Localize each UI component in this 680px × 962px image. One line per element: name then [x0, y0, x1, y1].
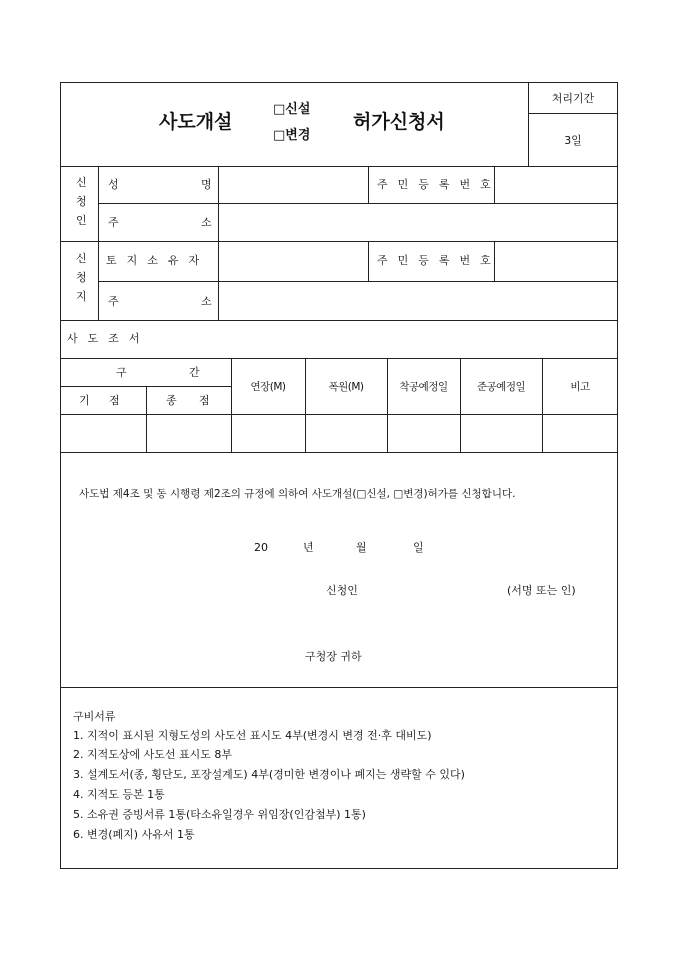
applicant-group-3: 인	[76, 214, 87, 227]
processing-period-label: 처리기간	[551, 92, 595, 105]
applicant-sign-label: 신청인	[326, 584, 358, 597]
name-label-2: 명	[201, 178, 212, 191]
th-end-1: 종	[166, 394, 177, 407]
address-label-1: 주	[108, 216, 119, 229]
option-change-checkbox[interactable]: □변경	[273, 128, 311, 143]
length-field[interactable]	[232, 415, 305, 452]
applicant-address-field[interactable]	[219, 204, 618, 241]
permit-form	[60, 82, 618, 869]
date-year: 년	[303, 541, 314, 554]
th-remarks: 비고	[570, 381, 590, 393]
name-label-1: 성	[108, 178, 119, 191]
land-address-field[interactable]	[219, 282, 618, 320]
land-owner-label: 토지소유자	[106, 254, 210, 267]
land-group-1: 신	[76, 252, 87, 265]
th-start-1: 기	[79, 394, 90, 407]
processing-period-value: 3일	[564, 134, 582, 147]
th-length: 연장(M)	[250, 381, 286, 393]
th-width: 폭원(M)	[328, 381, 364, 393]
document-item: 4. 지적도 등본 1통	[73, 788, 165, 801]
survey-title: 사도조서	[67, 332, 150, 345]
recipient: 구청장 귀하	[305, 650, 362, 663]
applicant-group-1: 신	[76, 176, 87, 189]
date-month: 월	[356, 541, 367, 554]
th-start-2: 점	[109, 394, 120, 407]
declaration-text: 사도법 제4조 및 동 시행령 제2조의 규정에 의하여 사도개설(□신설, □변경)허가를 신청합니다.	[79, 488, 516, 500]
applicant-sign-field[interactable]	[371, 579, 499, 601]
applicant-id-label: 주민등록번호	[377, 178, 501, 191]
land-owner-field[interactable]	[219, 242, 368, 281]
land-address-label-2: 소	[201, 295, 212, 308]
land-group-3: 지	[76, 290, 87, 303]
document-item: 2. 지적도상에 사도선 표시도 8부	[73, 748, 232, 761]
land-owner-id-field[interactable]	[495, 242, 618, 281]
th-end-date: 준공예정일	[476, 381, 526, 393]
option-new-checkbox[interactable]: □신설	[273, 102, 311, 117]
th-section-1: 구	[116, 366, 127, 379]
title-left: 사도개설	[159, 111, 233, 133]
remarks-field[interactable]	[543, 415, 618, 452]
end-point-field[interactable]	[147, 415, 231, 452]
land-address-label-1: 주	[108, 295, 119, 308]
address-label-2: 소	[201, 216, 212, 229]
width-field[interactable]	[306, 415, 387, 452]
end-date-field[interactable]	[461, 415, 542, 452]
land-id-label: 주민등록번호	[377, 254, 501, 267]
applicant-name-field[interactable]	[219, 167, 368, 203]
document-item: 6. 변경(폐지) 사유서 1통	[73, 828, 195, 841]
th-start-date: 착공예정일	[399, 381, 448, 393]
th-section-2: 간	[189, 366, 200, 379]
document-item: 3. 설계도서(종, 횡단도, 포장설계도) 4부(경미한 변경이나 폐지는 생략할 수 있다)	[73, 768, 465, 781]
start-point-field[interactable]	[61, 415, 146, 452]
land-group-2: 청	[76, 271, 87, 284]
documents-title: 구비서류	[73, 710, 116, 723]
sign-note: (서명 또는 인)	[507, 584, 576, 597]
document-item: 1. 지적이 표시된 지형도성의 사도선 표시도 4부(변경시 변경 전·후 대비도)	[73, 729, 432, 742]
title-right: 허가신청서	[353, 111, 445, 133]
date-day: 일	[413, 541, 424, 554]
document-item: 5. 소유권 증빙서류 1통(타소유일경우 위임장(인감첨부) 1통)	[73, 808, 366, 821]
start-date-field[interactable]	[388, 415, 460, 452]
date-year-prefix: 20	[254, 541, 268, 554]
applicant-group-2: 청	[76, 195, 87, 208]
th-end-2: 점	[199, 394, 210, 407]
applicant-id-field[interactable]	[495, 167, 618, 203]
